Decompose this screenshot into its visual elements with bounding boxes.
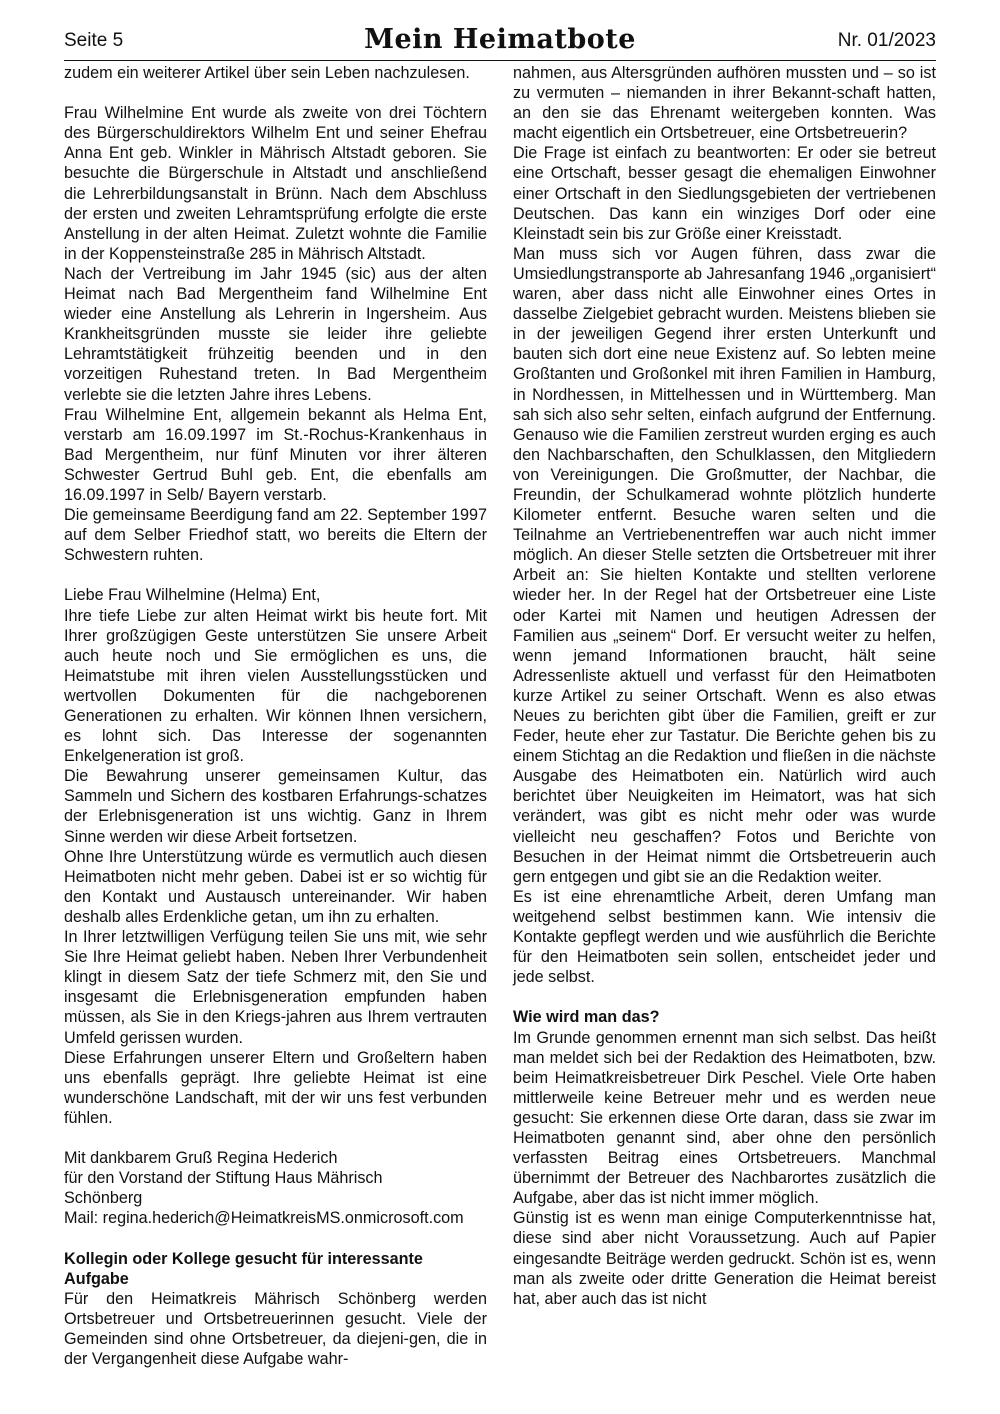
section-heading: Kollegin oder Kollege gesucht für interessante Aufgabe xyxy=(64,1249,423,1288)
paragraph: Frau Wilhelmine Ent wurde als zweite von drei Töchtern des Bürgerschuldirektors Wilhelm Ent und seiner Ehefrau Anna Ent geb. Winkler in Mährisch Altstadt geboren. Sie besuchte die Bürgerschule in Altstadt und anschließend die Lehrerbildungsanstalt in Brünn. Nach dem Abschluss der ersten und zweiten Lehramtsprüfung erfolgte die erste Anstellung in der alten Heimat. Zuletzt wohnte die Familie in der Koppensteinstraße 285 in Mährisch Altstadt. xyxy=(64,104,487,263)
paragraph: Nach der Vertreibung im Jahr 1945 (sic) aus der alten Heimat nach Bad Mergentheim fand Wilhelmine Ent wieder eine Anstellung als Lehrerin in Ingersheim. Aus Krankheitsgründen musste sie leider ihre geliebte Lehramtstätigkeit frühzeitig beenden und in den vorzeitigen Ruhestand treten. In Bad Mergentheim verlebte sie die letzten Jahre ihres Lebens. xyxy=(64,264,487,404)
paragraph: Man muss sich vor Augen führen, dass zwar die Umsiedlungstransporte ab Jahresanfang 1946 „organisiert“ waren, aber dass nicht alle Einwohner eines Ortes in dasselbe Zielgebiet gebracht wurden. Meistens blieben sie in der jeweiligen Gegend ihrer ersten Unterkunft und bauten sich dort eine neue Existenz auf. So lebten meine Großtanten und Großonkel mit ihren Familien in Hamburg, in Nordhessen, in Mittelhessen und in Württemberg. Man sah sich also sehr selten, einfach aufgrund der Entfernung. Genauso wie die Familien zerstreut wurden erging es auch den Nachbarschaften, den Schulklassen, den Mitgliedern von Vereinigungen. Die Großmutter, der Nachbar, die Freundin, der Schulkamerad wohnte plötzlich hunderte Kilometer entfernt. Besuche waren selten und die Teilnahme an Vertriebenentreffen war auch nicht immer möglich. An dieser Stelle setzten die Ortsbetreuer mit ihrer Arbeit an: Sie hielten Kontakte und stellten verlorene wieder her. In der Regel hat der Ortsbetreuer eine Liste oder Kartei mit Namen und heutigen Adressen der Familien aus „seinem“ Dorf. Er versucht weiter zu helfen, wenn jemand Informationen braucht, hält seine Adressenliste aktuell und verfasst für den Heimatboten kurze Artikel zu seiner Ortschaft. Wenn es also etwas Neues zu berichten gibt über die Familien, greift er zur Feder, heute eher zur Tastatur. Die Berichte gehen bis zu einem Stichtag an die Redaktion und fließen in die nächste Ausgabe des Heimatboten ein. Natürlich wird auch berichtet über Neuigkeiten im Heimatort, was hat sich verändert, was gibt es nicht mehr oder was wurde vielleicht neu geschaffen? Fotos und Berichte von Besuchen in der Heimat nimmt die Ortsbetreuerin auch gern entgegen und gibt sie an die Redaktion weiter. xyxy=(513,244,936,886)
page-number: Seite 5 xyxy=(64,30,124,51)
paragraph: Günstig ist es wenn man einige Computerkenntnisse hat, diese sind aber nicht Voraussetzung. Auch auf Papier eingesandte Beiträge werden gedruckt. Schön ist es, wenn man als zweite oder dritte Generation die Heimat bereist hat, aber auch das ist nicht xyxy=(513,1209,936,1308)
publication-title: Mein Heimatbote xyxy=(364,24,636,55)
signature-line: Mit dankbarem Gruß Regina Hederich xyxy=(64,1149,338,1168)
paragraph: Frau Wilhelmine Ent, allgemein bekannt als Helma Ent, verstarb am 16.09.1997 im St.-Rochus-Krankenhaus in Bad Mergentheim, nur fünf Minuten vor ihrer älteren Schwester Gertrud Buhl geb. Ent, die ebenfalls am 16.09.1997 in Selb/ Bayern verstarb. xyxy=(64,405,487,504)
signature-line: für den Vorstand der Stiftung Haus Mährisch xyxy=(64,1169,383,1188)
signature-line: Schönberg xyxy=(64,1189,143,1208)
paragraph: Für den Heimatkreis Mährisch Schönberg werden Ortsbetreuer und Ortsbetreuerinnen gesucht. Viele der Gemeinden sind ohne Ortsbetreuer, da diejeni-gen, die in der Vergangenheit diese Aufgabe wahr- xyxy=(64,1289,487,1368)
section-heading: Wie wird man das? xyxy=(513,1008,660,1027)
left-column xyxy=(64,63,487,1369)
right-column xyxy=(513,63,936,1309)
paragraph: Diese Erfahrungen unserer Eltern und Großeltern haben uns ebenfalls geprägt. Ihre geliebte Heimat ist eine wunderschöne Landschaft, mit der wir uns fest verbunden fühlen. xyxy=(64,1048,487,1127)
paragraph: Es ist eine ehrenamtliche Arbeit, deren Umfang man weitgehend selbst bestimmen kann. Wie intensiv die Kontakte gepflegt werden und wie ausführlich die Berichte für den Heimatboten sein sollen, entscheidet jeder und jede selbst. xyxy=(513,887,936,987)
signature-block xyxy=(64,1148,487,1228)
issue-number: Nr. 01/2023 xyxy=(837,30,936,51)
paragraph: Ihre tiefe Liebe zur alten Heimat wirkt bis heute fort. Mit Ihrer großzügigen Geste unterstützen Sie unsere Arbeit auch heute noch und Sie ermöglichen es uns, die Heimatstube mit ihren vielen Ausstellungsstücken und wertvollen Dokumenten für die nachgeborenen Generationen zu erhalten. Wir können Ihnen versichern, es lohnt sich. Das Interesse der sogenannten Enkelgeneration ist groß. xyxy=(64,606,487,766)
paragraph: Die gemeinsame Beerdigung fand am 22. September 1997 auf dem Selber Friedhof statt, wo bereits die Eltern der Schwestern ruhten. xyxy=(64,506,487,565)
paragraph: zudem ein weiterer Artikel über sein Leben nachzulesen. xyxy=(64,64,470,82)
paragraph: Die Frage ist einfach zu beantworten: Er oder sie betreut eine Ortschaft, besser gesagt die ehemaligen Einwohner einer Ortschaft in den Siedlungsgebieten der vertriebenen Deutschen. Das kann ein winziges Dorf oder eine Kleinstadt sein bis zur Größe einer Kreisstadt. xyxy=(513,144,936,243)
letter-salutation: Liebe Frau Wilhelmine (Helma) Ent, xyxy=(64,586,321,605)
paragraph: Im Grunde genommen ernennt man sich selbst. Das heißt man meldet sich bei der Redaktion des Heimatboten, bzw. beim Heimatkreisbetreuer Dirk Peschel. Viele Orte haben mittlerweile keine Betreuer mehr und es werden neue gesucht: Sie erkennen diese Orte daran, dass sie zwar im Heimatboten genannt sind, aber ohne den persönlich verfassten Beitrag eines Ortsbetreuers. Manchmal übernimmt der Betreuer des Nachbarortes zusätzlich die Aufgabe, aber das ist nicht immer möglich. xyxy=(513,1028,936,1208)
paragraph: Die Bewahrung unserer gemeinsamen Kultur, das Sammeln und Sichern des kostbaren Erfahrungs-schatzes der Erlebnisgeneration ist uns wichtig. Ganz in Ihrem Sinne werden wir diese Arbeit fortsetzen. xyxy=(64,767,487,846)
page-header xyxy=(64,26,936,61)
paragraph: In Ihrer letztwilligen Verfügung teilen Sie uns mit, wie sehr Sie Ihre Heimat geliebt haben. Neben Ihrer Verbundenheit klingt in diesem Satz der tiefe Schmerz mit, den Sie und insgesamt die Erlebnisgeneration empfunden haben müssen, als Sie in den Kriegs-jahren aus Ihrem vertrauten Umfeld gerissen wurden. xyxy=(64,928,487,1047)
paragraph: Ohne Ihre Unterstützung würde es vermutlich auch diesen Heimatboten nicht mehr geben. Dabei ist er so wichtig für den Kontakt und Austausch untereinander. Wir haben deshalb alles Erdenkliche getan, um ihn zu erhalten. xyxy=(64,847,487,926)
paragraph: nahmen, aus Altersgründen aufhören mussten und – so ist zu vermuten – niemanden in ihrer Bekannt-schaft hatten, an den sie das Ehrenamt weitergeben konnten. Was macht eigentlich ein Ortsbetreuer, eine Ortsbetreuerin? xyxy=(513,64,936,143)
signature-email: Mail: regina.hederich@HeimatkreisMS.onmicrosoft.com xyxy=(64,1209,464,1228)
